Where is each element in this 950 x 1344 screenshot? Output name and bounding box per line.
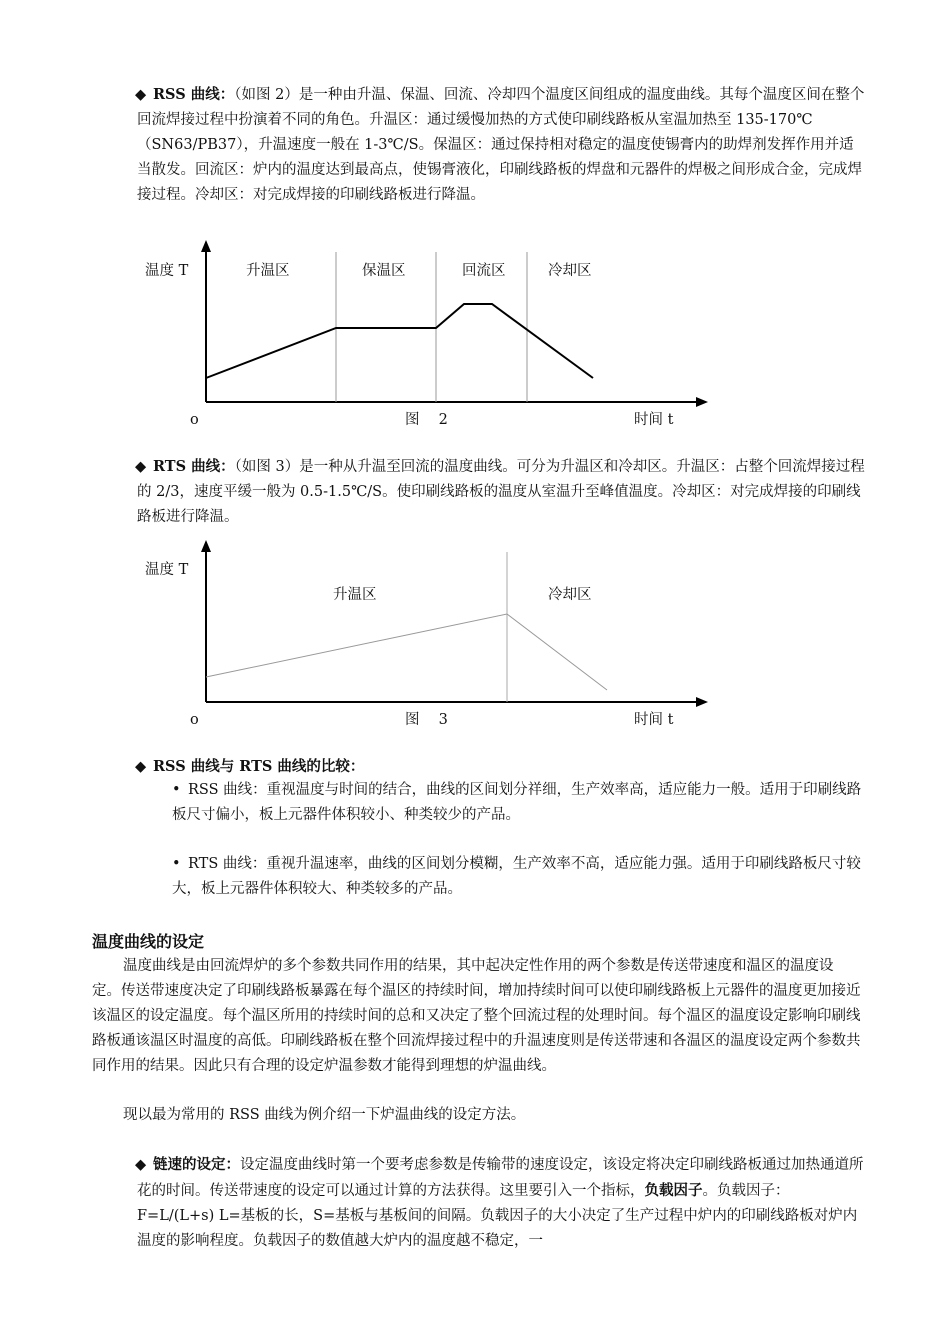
rts-text: （如图 3）是一种从升温至回流的温度曲线。可分为升温区和冷却区。升温区：占整个回流焊接过程的 2/3，速度平缓一般为 0.5-1.5℃/S。使印刷线路板的温度从室温升至峰值温度。冷却区：对完成焊接的印刷线路板进行降温。 xyxy=(137,459,865,525)
chain-term: 链速的设定： xyxy=(153,1156,240,1173)
section-paragraph-1 xyxy=(92,954,862,1079)
fig3-y-arrow-icon xyxy=(201,540,211,552)
fig2-zone-cooling: 冷却区 xyxy=(548,263,592,279)
rts-term: RTS 曲线： xyxy=(153,458,235,475)
fig3-zone-cooling: 冷却区 xyxy=(548,587,592,603)
chain-text-2: 。负载因子：F=L/(L+s) L=基板的长，S=基板与基板间的间隔。负载因子的大小决定了生产过程中炉内的印刷线路板对炉内温度的影响程度。负载因子的数值越大炉内的温度越不稳定，一 xyxy=(137,1183,858,1249)
fig2-origin: o xyxy=(190,412,199,428)
fig2-zone-soak: 保温区 xyxy=(362,263,406,279)
fig3-rts-curve xyxy=(206,614,607,690)
section-paragraph-1-text: 温度曲线是由回流焊炉的多个参数共同作用的结果，其中起决定性作用的两个参数是传送带速度和温区的温度设定。传送带速度决定了印刷线路板暴露在每个温区的持续时间，增加持续时间可以使印刷线路板上元器件的温度更加接近该温区的设定温度。每个温区所用的持续时间的总和又决定了整个回流过程的处理时间。每个温区的温度设定影响印刷线路板通该温区时温度的高低。印刷线路板在整个回流焊接过程中的升温速度则是传送带速和各温区的温度设定两个参数共同作用的结果。因此只有合理的设定炉温参数才能得到理想的炉温曲线。 xyxy=(92,958,861,1074)
diamond-bullet-icon: ◆ xyxy=(135,759,147,775)
bullet-dot-icon: • xyxy=(172,782,181,798)
rss-text: （如图 2）是一种由升温、保温、回流、冷却四个温度区间组成的温度曲线。其每个温度区间在整个回流焊接过程中扮演着不同的角色。升温区：通过缓慢加热的方式使印刷线路板从室温加热至 135-170℃（SN63/PB37），升温速度一般在 1-3℃/S。保温区：通过保持相对稳定的温度使锡膏内的助焊剂发挥作用并适当散发。回流区：炉内的温度达到最高点，使锡膏液化，印刷线路板的焊盘和元器件的焊极之间形成合金，完成焊接过程。冷却区：对完成焊接的印刷线路板进行降温。 xyxy=(137,87,865,203)
section-heading: 温度曲线的设定 xyxy=(92,932,205,951)
fig2-zone-reflow: 回流区 xyxy=(462,263,506,279)
fig3-ylabel: 温度 T xyxy=(145,562,189,578)
diamond-bullet-icon: ◆ xyxy=(135,1157,147,1173)
compare-item-rss xyxy=(172,778,862,828)
fig2-caption: 图 2 xyxy=(405,412,448,428)
section-paragraph-2-text: 现以最为常用的 RSS 曲线为例介绍一下炉温曲线的设定方法。 xyxy=(123,1107,526,1123)
fig3-xlabel: 时间 t xyxy=(634,712,674,728)
compare-title-line xyxy=(137,754,865,780)
bullet-dot-icon: • xyxy=(172,856,181,872)
fig3-caption: 图 3 xyxy=(405,712,448,728)
compare-item-rts-text: RTS 曲线：重视升温速率，曲线的区间划分模糊，生产效率不高，适应能力强。适用于印刷线路板尺寸较大，板上元器件体积较大、种类较多的产品。 xyxy=(172,856,861,897)
compare-item-rss-text: RSS 曲线：重视温度与时间的结合，曲线的区间划分祥细，生产效率高，适应能力一般。适用于印刷线路板尺寸偏小，板上元器件体积较小、种类较少的产品。 xyxy=(172,782,862,823)
load-factor-term: 负载因子 xyxy=(644,1182,703,1199)
fig3-origin: o xyxy=(190,712,199,728)
fig2-zone-heating: 升温区 xyxy=(246,263,290,279)
fig3-zone-heating: 升温区 xyxy=(333,587,377,603)
chain-speed-paragraph xyxy=(137,1152,865,1254)
fig2-ylabel: 温度 T xyxy=(145,263,189,279)
rss-term: RSS 曲线： xyxy=(153,86,235,103)
fig2-xlabel: 时间 t xyxy=(634,412,674,428)
compare-title: RSS 曲线与 RTS 曲线的比较： xyxy=(153,758,365,775)
diamond-bullet-icon: ◆ xyxy=(135,459,147,475)
section-paragraph-2 xyxy=(92,1103,862,1128)
diamond-bullet-icon: ◆ xyxy=(135,87,147,103)
compare-item-rts xyxy=(172,852,862,902)
fig3-x-arrow-icon xyxy=(696,697,708,707)
chain-text-1: 设定温度曲线时第一个要考虑参数是传输带的速度设定，该设定将决定印刷线路板通过加热通道所花的时间。传送带速度的设定可以通过计算的方法获得。这里要引入一个指标， xyxy=(137,1157,864,1199)
